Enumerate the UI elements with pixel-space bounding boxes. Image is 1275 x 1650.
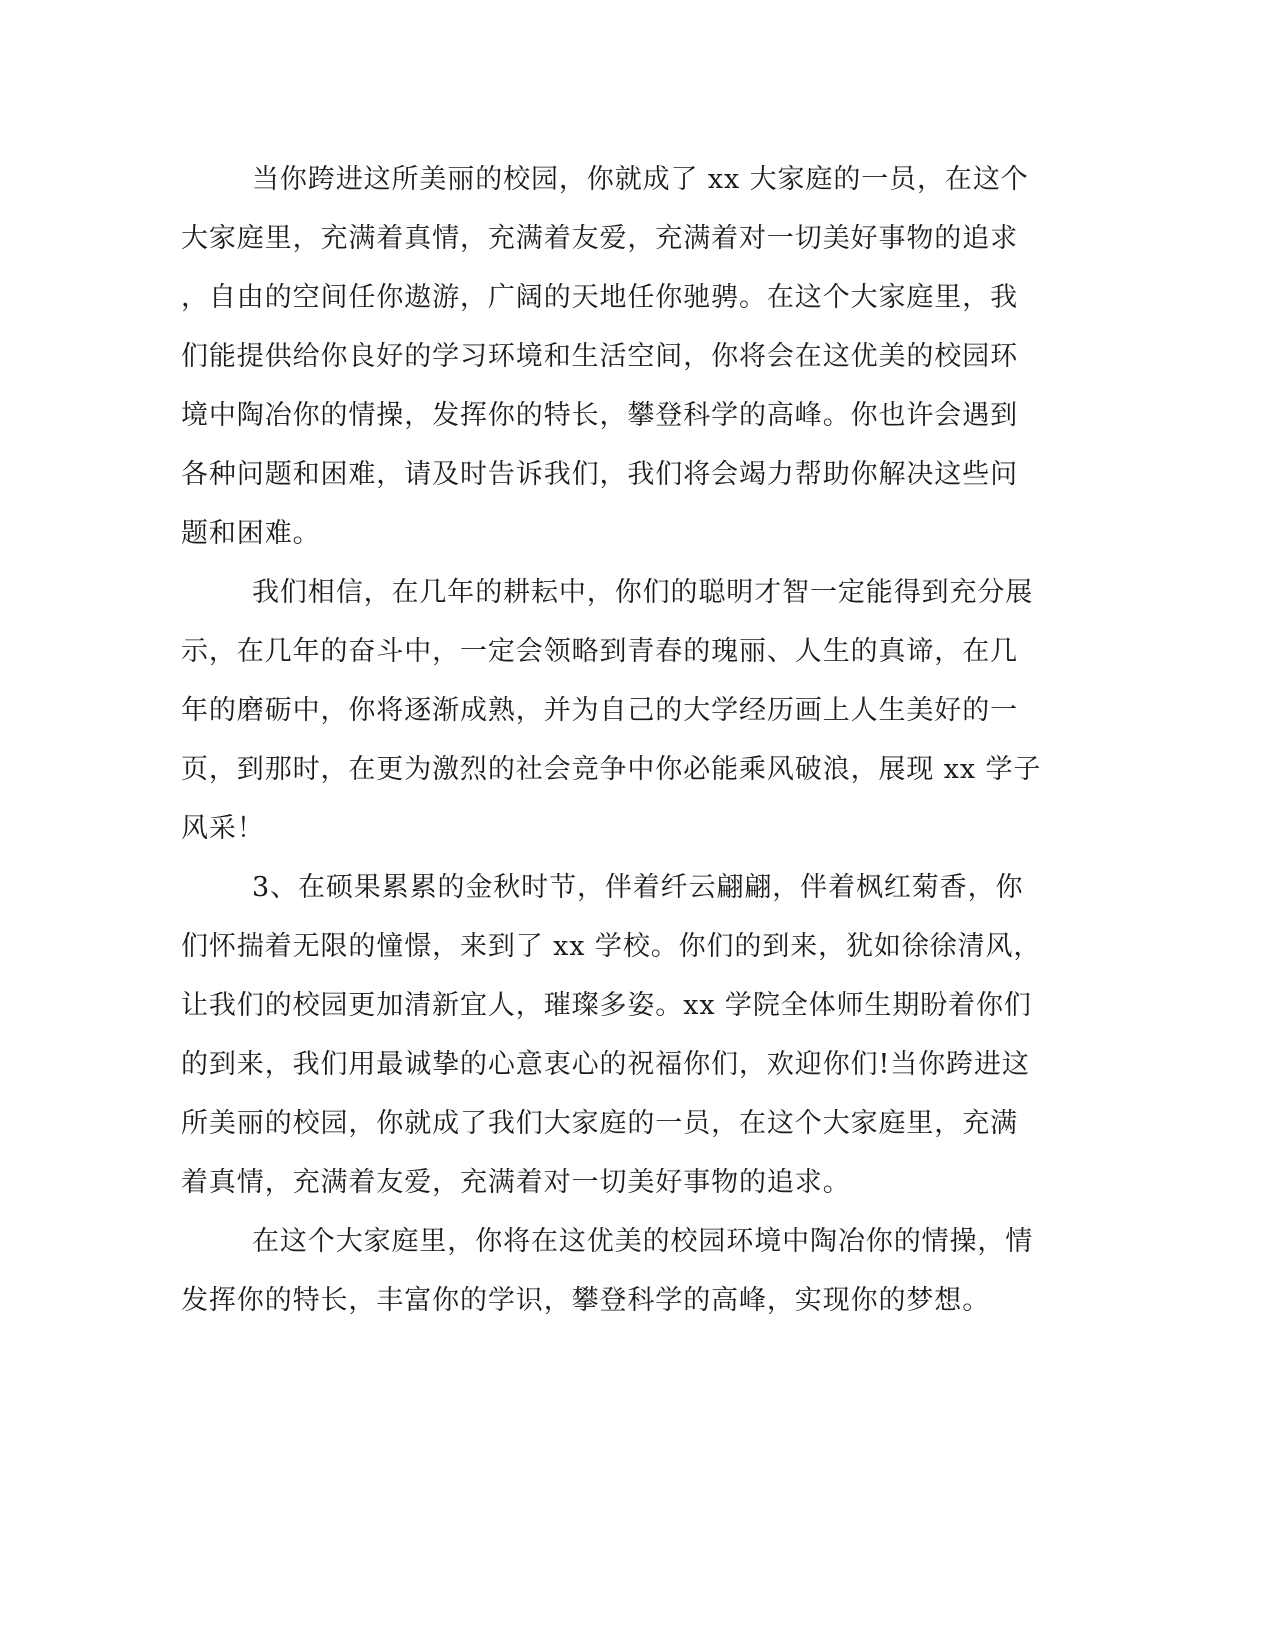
- paragraph-3-line-6: 着真情，充满着友爱，充满着对一切美好事物的追求。: [181, 1167, 851, 1198]
- paragraph-3-line-4: 的到来，我们用最诚挚的心意衷心的祝福你们，欢迎你们!当你跨进这: [181, 1049, 1030, 1080]
- paragraph-2-line-5: 风采！: [181, 813, 265, 844]
- paragraph-3-line-1: 3、在硕果累累的金秋时节，伴着纤云翩翩，伴着枫红菊香，你: [252, 872, 1024, 903]
- paragraph-1-line-6: 各种问题和困难，请及时告诉我们，我们将会竭力帮助你解决这些问: [181, 459, 1018, 490]
- paragraph-1-line-7: 题和困难。: [181, 518, 321, 549]
- paragraph-1-line-3: ，自由的空间任你遨游，广阔的天地任你驰骋。在这个大家庭里，我: [181, 282, 1018, 313]
- paragraph-3-line-5: 所美丽的校园，你就成了我们大家庭的一员，在这个大家庭里，充满: [181, 1108, 1018, 1139]
- paragraph-2-line-2: 示，在几年的奋斗中，一定会领略到青春的瑰丽、人生的真谛，在几: [181, 636, 1018, 667]
- paragraph-1-line-5: 境中陶冶你的情操，发挥你的特长，攀登科学的高峰。你也许会遇到: [181, 400, 1018, 431]
- paragraph-2-line-4: 页，到那时，在更为激烈的社会竞争中你必能乘风破浪，展现 xx 学子: [181, 754, 1042, 785]
- paragraph-2-line-3: 年的磨砺中，你将逐渐成熟，并为自己的大学经历画上人生美好的一: [181, 695, 1018, 726]
- paragraph-1-line-2: 大家庭里，充满着真情，充满着友爱，充满着对一切美好事物的追求: [181, 223, 1018, 254]
- paragraph-4-line-1: 在这个大家庭里，你将在这优美的校园环境中陶冶你的情操，情: [252, 1226, 1034, 1257]
- paragraph-2-line-1: 我们相信，在几年的耕耘中，你们的聪明才智一定能得到充分展: [252, 577, 1034, 608]
- paragraph-4-line-2: 发挥你的特长，丰富你的学识，攀登科学的高峰，实现你的梦想。: [181, 1285, 991, 1316]
- paragraph-3-line-2: 们怀揣着无限的憧憬，来到了 xx 学校。你们的到来，犹如徐徐清风，: [181, 931, 1042, 962]
- paragraph-1-line-1: 当你跨进这所美丽的校园，你就成了 xx 大家庭的一员，在这个: [252, 164, 1029, 195]
- paragraph-1-line-4: 们能提供给你良好的学习环境和生活空间，你将会在这优美的校园环: [181, 341, 1018, 372]
- paragraph-3-line-3: 让我们的校园更加清新宜人，璀璨多姿。xx 学院全体师生期盼着你们: [181, 990, 1032, 1021]
